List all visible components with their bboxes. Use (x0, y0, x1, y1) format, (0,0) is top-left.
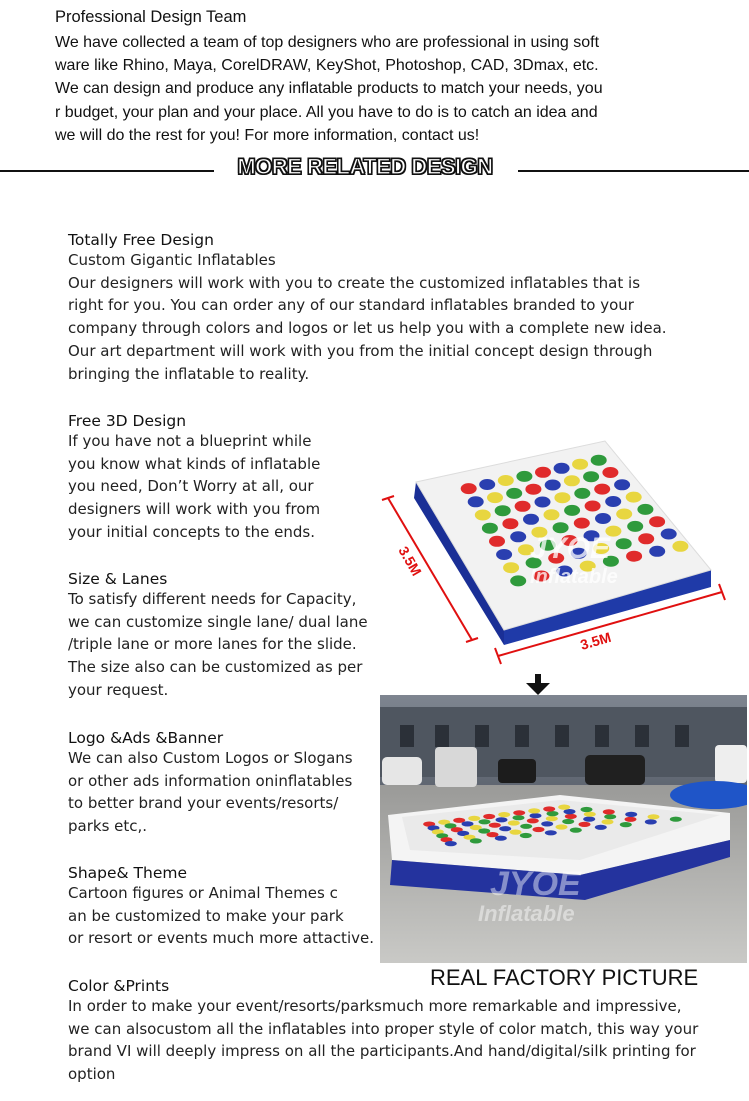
render-dot (672, 541, 688, 552)
render-dot (649, 546, 665, 557)
factory-photo (380, 695, 747, 963)
photo-dot (547, 811, 559, 816)
render-dot (545, 480, 561, 491)
section-logo-ads-banner (68, 729, 378, 838)
photo-dot (513, 810, 525, 815)
render-dot (661, 529, 677, 540)
photo-dot (543, 806, 555, 811)
render-dot (564, 475, 580, 486)
render-dot (616, 538, 632, 549)
photo-dot (625, 817, 637, 822)
section-title: Logo &Ads &Banner (68, 729, 224, 747)
section-body: If you have not a blueprint while you know what kinds of inflatable you need, Don’t Worry at all, our designers will work with you from your initial concepts to the ends. (68, 432, 321, 541)
render-dot (498, 475, 514, 486)
render-dot (554, 463, 570, 474)
section-body: In order to make your event/resorts/parksmuch more remarkable and impressive, we can alsocustom all the inflatables into proper style of color match, this way your brand VI will deeply impress on all the participants.And hand/digital/silk printing for option (68, 997, 699, 1084)
render-dot (572, 459, 588, 470)
render-dot (506, 488, 522, 499)
render-dot (468, 496, 484, 507)
banner-rule-right (518, 170, 749, 172)
render-dot (595, 513, 611, 524)
render-dot (626, 551, 642, 562)
render-dot (510, 575, 526, 586)
section-title: Totally Free Design (68, 231, 214, 249)
inflatable-3d-render (380, 440, 749, 670)
photo-dot (670, 817, 682, 822)
render-dot (564, 505, 580, 516)
render-dot (495, 505, 511, 516)
render-dot (496, 549, 512, 560)
photo-dot (479, 819, 491, 824)
render-dot (594, 484, 610, 495)
render-watermark-brand: JYOE (530, 532, 611, 565)
photo-dot (496, 817, 508, 822)
section-title: Size & Lanes (68, 570, 168, 588)
photo-dot (620, 822, 632, 827)
render-dot (502, 518, 518, 529)
render-dot (602, 467, 618, 478)
intro-body: We have collected a team of top designers who are professional in using soft ware like Rhino, Maya, CorelDRAW, KeyShot, Photoshop, CAD, 3Dmax, etc. We can design and produce any inflatable products to match your needs, you r budget, your plan and your place. All you have to do is to catch an idea and we will do the rest for you! For more information, contact us! (55, 34, 603, 144)
photo-dot (498, 812, 510, 817)
render-dot (461, 483, 477, 494)
photo-dot (445, 841, 457, 846)
photo-dot (513, 815, 525, 820)
photo-dot (541, 821, 553, 826)
render-dot (503, 562, 519, 573)
render-dot (638, 533, 654, 544)
section-title: Color &Prints (68, 977, 170, 995)
render-dot (574, 518, 590, 529)
render-dot (479, 479, 495, 490)
banner-rule-left (0, 170, 214, 172)
photo-dot (483, 814, 495, 819)
section-color-prints (68, 977, 738, 1086)
photo-dot (510, 830, 522, 835)
section-totally-free-design (68, 231, 708, 385)
render-dot (516, 471, 532, 482)
photo-dot (564, 809, 576, 814)
photo-dot (530, 813, 542, 818)
photo-watermark-sub: Inflatable (478, 901, 575, 926)
photo-dot (468, 816, 480, 821)
photo-dot (645, 819, 657, 824)
photo-dot (546, 816, 558, 821)
photo-dot (520, 824, 532, 829)
render-dot (510, 531, 526, 542)
render-dot (523, 514, 539, 525)
photo-dot (604, 814, 616, 819)
photo-dot (570, 828, 582, 833)
photo-dot (499, 826, 511, 831)
photo-dot (565, 814, 577, 819)
photo-dot (545, 830, 557, 835)
render-dot (627, 521, 643, 532)
photo-dot (520, 833, 532, 838)
section-shape-theme (68, 864, 380, 950)
photo-dot (528, 808, 540, 813)
section-title: Shape& Theme (68, 864, 188, 882)
photo-dot (579, 822, 591, 827)
render-dot (554, 492, 570, 503)
render-dot (525, 484, 541, 495)
photo-dot (648, 814, 660, 819)
render-dot (585, 501, 601, 512)
photo-watermark-brand: JYOE (490, 865, 581, 903)
photo-dot (625, 812, 637, 817)
photo-dot (581, 807, 593, 812)
render-dot (649, 516, 665, 527)
intro-title: Professional Design Team (55, 8, 247, 26)
photo-dot (489, 823, 501, 828)
render-dot (487, 492, 503, 503)
render-dot (626, 492, 642, 503)
section-title: Free 3D Design (68, 412, 187, 430)
render-dot (544, 509, 560, 520)
render-watermark-sub: Inflatable (530, 566, 618, 588)
section-body: We can also Custom Logos or Slogans or other ads information oninflatables to better brand your events/resorts/ parks etc,. (68, 749, 353, 836)
photo-dot (508, 820, 520, 825)
photo-dot (527, 818, 539, 823)
photo-dot (558, 805, 570, 810)
section-body: To satisfy different needs for Capacity, we can customize single lane/ dual lane /triple lane or more lanes for the slide. The size also can be customized as per your request. (68, 590, 368, 699)
section-size-lanes (68, 570, 378, 702)
photo-dot (602, 819, 614, 824)
render-dot (583, 471, 599, 482)
section-body: Cartoon figures or Animal Themes c an be customized to make your park or resort or events much more attactive. (68, 884, 374, 948)
render-dot (614, 479, 630, 490)
render-dot (616, 509, 632, 520)
section-body: Custom Gigantic Inflatables Our designers will work with you to create the customized inflatables that is right for you. You can order any of our standard inflatables branded to your company through colors and logos or let us help you with a complete new idea. Our art department will work with you from the initial concept design through bringing the inflatable to reality. (68, 251, 667, 383)
photo-dot (583, 817, 595, 822)
dim-label-bottom: 3.5M (578, 628, 613, 653)
render-dot (489, 536, 505, 547)
photo-dot (584, 812, 596, 817)
section-free-3d-design (68, 412, 368, 544)
render-dot (515, 501, 531, 512)
photo-dot (603, 809, 615, 814)
render-dot (605, 496, 621, 507)
render-dot (574, 488, 590, 499)
render-dot (482, 523, 498, 534)
render-dot (637, 504, 653, 515)
render-dot (535, 497, 551, 508)
caption-real-factory-picture: REAL FACTORY PICTURE (430, 965, 699, 990)
render-dot (591, 455, 607, 466)
photo-dot (470, 838, 482, 843)
banner-heading: MORE RELATED DESIGN (237, 154, 493, 179)
photo-dot (595, 825, 607, 830)
render-dot (475, 510, 491, 521)
photo-dot (556, 824, 568, 829)
dim-label-left: 3.5M (395, 543, 425, 579)
photo-dot (562, 819, 574, 824)
render-dot (535, 467, 551, 478)
arrow-down-icon (525, 674, 551, 696)
photo-dot (533, 827, 545, 832)
photo-dot (495, 836, 507, 841)
